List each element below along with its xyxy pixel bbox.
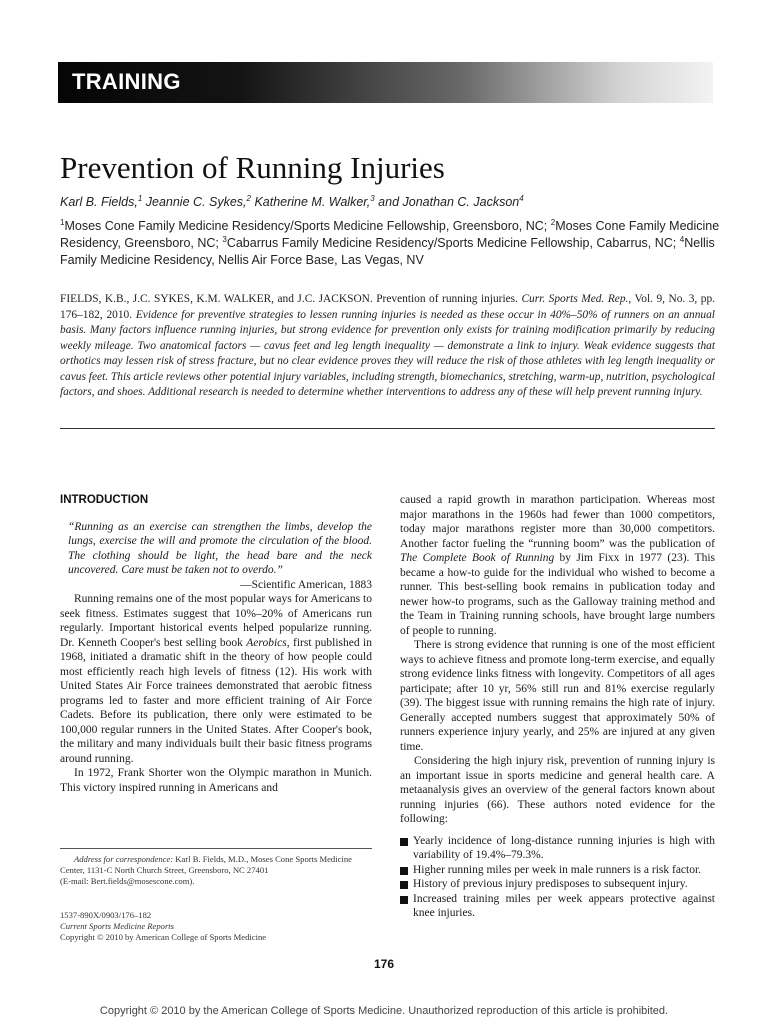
- abstract-citation: FIELDS, K.B., J.C. SYKES, K.M. WALKER, and J.C. JACKSON. Prevention of running injuries.: [60, 293, 518, 305]
- list-item: Higher running miles per week in male runners is a risk factor.: [400, 863, 715, 878]
- issn-line: 1537-890X/0903/176–182: [60, 910, 152, 920]
- author-superscript: 2: [246, 193, 251, 203]
- author-name: and Jonathan C. Jackson: [378, 195, 520, 209]
- author-superscript: 4: [519, 193, 524, 203]
- copyright-notice: Copyright © 2010 by the American College of Sports Medicine. Unauthorized reproduction of this article is prohibited.: [99, 1005, 669, 1017]
- article-title: Prevention of Running Injuries: [60, 150, 445, 185]
- left-column: [60, 493, 372, 795]
- affiliation-text: Moses Cone Family Medicine Residency/Sports Medicine Fellowship, Greensboro, NC;: [64, 219, 548, 233]
- affiliation-text: Nellis Family Medicine Residency, Nellis Air Force Base, Las Vegas, NV: [60, 236, 715, 267]
- abstract-details: , Vol. 9, No. 3, pp. 176–182, 2010.: [60, 293, 715, 321]
- author-superscript: 1: [137, 193, 143, 203]
- author-name: Katherine M. Walker,: [254, 195, 371, 209]
- body-paragraph: In 1972, Frank Shorter won the Olympic marathon in Munich. This victory inspired running in Americans and: [60, 767, 372, 794]
- section-label: TRAINING: [72, 69, 181, 94]
- affiliation-superscript: 2: [550, 217, 556, 227]
- correspondence-label: Address for correspondence:: [74, 854, 174, 864]
- affiliation-text: Cabarrus Family Medicine Residency/Sports Medicine Fellowship, Cabarrus, NC;: [226, 236, 677, 250]
- book-title: The Complete Book of Running: [400, 552, 555, 564]
- journal-copyright: Copyright © 2010 by American College of Sports Medicine: [60, 932, 267, 942]
- journal-name: Current Sports Medicine Reports: [60, 921, 175, 931]
- abstract-text: Evidence for preventive strategies to lessen running injuries is needed as these occur in 40%–50% of runners on an annual basis. Many factors influence running injuries, but strong evidence for prevention only exists for training modification primarily by reducing weekly mileage. Two anatomical factors — cavus feet and leg length inequality — demonstrate a link to injury. Weak evidence suggests that orthotics may lessen risk of stress fracture, but no clear evidence proves they will reduce the risk of those athletes with leg length inequality or cavus feet. This article reviews other potential injury variables, including strength, biomechanics, stretching, warm-up, nutrition, psychological factors, and shoes. Additional research is needed to determine whether interventions to address any of these will help prevent running injury.: [60, 308, 715, 398]
- section-heading: INTRODUCTION: [60, 494, 149, 506]
- paragraph-text: by Jim Fixx in 1977 (23). This became a how-to guide for the individual who wished to become a runner. This best-selling book remains in publication today and newer how-to programs, such as the Galloway training method and the Team in Training running schools, have brought large numbers of people to running.: [400, 552, 715, 637]
- list-item: History of previous injury predisposes to subsequent injury.: [400, 877, 715, 892]
- body-paragraph: There is strong evidence that running is one of the most efficient ways to achieve fitness and promote long-term exercise, and equally strong evidence links fitness with longevity. Competitors of all ages participate; after 10 yr, 56% still run and 81% exercise regularly (39). The biggest issue with running remains the high rate of injury. Generally accepted numbers suggest that approximately 50% of runners experience injury yearly, and 25% are injured at any given time.: [400, 639, 715, 753]
- epigraph-attribution: —Scientific American, 1883: [240, 578, 372, 591]
- publication-info: [60, 910, 372, 943]
- abstract-journal: Curr. Sports Med. Rep.: [521, 293, 629, 305]
- affiliation-superscript: 1: [60, 217, 65, 227]
- affiliation-text: Moses Cone Family Medicine Residency, Greensboro, NC;: [60, 219, 720, 250]
- abstract: [60, 292, 715, 401]
- correspondence-address: Karl B. Fields, M.D., Moses Cone Sports Medicine Center, 1131-C North Church Street, Greensboro, NC 27401: [60, 854, 352, 875]
- right-column: [400, 493, 715, 921]
- list-item: Yearly incidence of long-distance running injuries is high with variability of 19.4%–79.3%.: [400, 834, 715, 863]
- author-name: Jeannie C. Sykes,: [145, 195, 247, 209]
- author-superscript: 3: [370, 193, 375, 203]
- section-banner: [58, 62, 713, 103]
- correspondence-note: [60, 854, 372, 887]
- abstract-divider: [60, 428, 715, 429]
- correspondence-email: (E-mail: Bert.fields@mosescone.com).: [60, 876, 195, 886]
- epigraph-quote: “Running as an exercise can strengthen the limbs, develop the lungs, exercise the will and promote the circulation of the blood. The clothing should be light, the head bare and the neck uncovered. Care must be taken not to overdo.”: [68, 520, 372, 576]
- affiliation-superscript: 3: [222, 234, 227, 244]
- author-list: [60, 195, 524, 209]
- paragraph-text: caused a rapid growth in marathon participation. Whereas most major marathons in the 1960s had fewer than 1000 competitors, today major marathons register more than 30,000 competitors. Another factor fueling the “running boom” was the publication of: [400, 494, 715, 550]
- body-paragraph: [60, 592, 372, 766]
- book-title: Aerobics: [246, 636, 287, 649]
- list-item: Increased training miles per week appears protective against knee injuries.: [400, 892, 715, 921]
- footnote-divider: [60, 848, 372, 849]
- body-paragraph: [400, 493, 715, 638]
- author-name: Karl B. Fields,: [60, 195, 138, 209]
- affiliation-superscript: 4: [679, 234, 685, 244]
- body-paragraph: Considering the high injury risk, prevention of running injury is an important issue in sports medicine and general health care. A metaanalysis gives an overview of the general factors known about running injuries (66). These authors noted evidence for the following:: [400, 755, 715, 825]
- paragraph-text: Running remains one of the most popular ways for Americans to seek fitness. Estimates suggest that 10%–20% of Americans run regularly. Important historical events helped popularize running. Dr. Kenneth Cooper's best selling book: [60, 593, 372, 649]
- affiliation-list: [60, 218, 720, 269]
- evidence-list: [400, 834, 715, 921]
- paragraph-text: , first published in 1968, initiated a dramatic shift in the theory of how people could most efficiently reach high levels of fitness (12). His work with United States Air Force trainees demonstrated that aerobic fitness programs led to faster and more efficient training of Air Force Cadets. Before its publication, there only were estimated to be 100,000 regular runners in the United States. After Cooper's book, the military and many individuals built their basic fitness programs around running.: [60, 636, 372, 765]
- page-number: 176: [373, 957, 395, 971]
